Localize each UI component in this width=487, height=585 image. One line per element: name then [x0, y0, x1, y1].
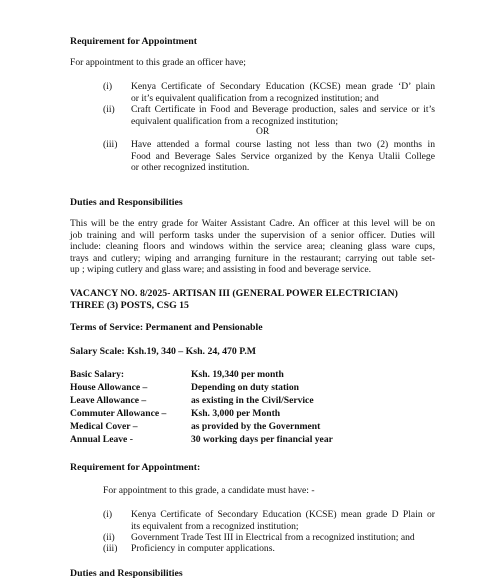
benefit-value: Ksh. 3,000 per Month — [191, 408, 281, 419]
list-item-line: or it’s equivalent qualification from a recognized institution; and — [131, 92, 379, 104]
list-number: (i) — [103, 81, 113, 92]
list-number: (ii) — [103, 532, 115, 543]
list-item: Government Trade Test III in Electrical from a recognized institution; and — [131, 532, 415, 543]
paragraph-line: trays and cutlery; wiping and arranging furniture in the restaurant; carrying out table set- — [70, 252, 435, 264]
list-item-line: or other recognized institution. — [131, 162, 250, 174]
duties-paragraph — [70, 218, 435, 276]
list-number: (ii) — [103, 104, 115, 115]
list-item: Proficiency in computer applications. — [131, 543, 275, 554]
benefit-value: Depending on duty station — [191, 382, 299, 393]
list-number: (iii) — [103, 543, 118, 554]
list-item — [131, 139, 435, 174]
benefit-label: Annual Leave - — [70, 434, 133, 445]
list-item-line: equivalent qualification from a recognized institution; — [131, 115, 339, 127]
list-item-line: its equivalent from a recognized institution; — [131, 520, 299, 532]
vacancy-posts: THREE (3) POSTS, CSG 15 — [70, 300, 189, 311]
paragraph-line: This will be the entry grade for Waiter Assistant Cadre. An officer at this level will be on — [70, 218, 435, 229]
list-number: (i) — [103, 509, 113, 520]
benefit-label: Medical Cover – — [70, 421, 138, 432]
paragraph-line: include: cleaning floors and windows within the service area; cleaning glass ware cups, — [70, 241, 435, 253]
list-item-line: Food and Beverage Sales Service organized by the Kenya Utalii College — [131, 150, 435, 162]
list-item-line: Have attended a formal course lasting not less than two (2) months in — [131, 139, 435, 150]
list-item — [131, 81, 435, 104]
list-item-line: Kenya Certificate of Secondary Education (KCSE) mean grade D Plain or — [131, 509, 435, 520]
vacancy-title: VACANCY NO. 8/2025- ARTISAN III (GENERAL POWER ELECTRICIAN) — [70, 288, 398, 299]
benefit-label: Basic Salary: — [70, 369, 125, 380]
benefit-label: Commuter Allowance – — [70, 408, 167, 419]
benefit-value: 30 working days per financial year — [191, 434, 333, 445]
list-item — [131, 509, 435, 532]
list-number: (iii) — [103, 139, 118, 150]
list-item — [131, 104, 435, 127]
benefit-value: Ksh. 19,340 per month — [191, 369, 284, 380]
section-heading: Duties and Responsibilities — [70, 197, 183, 208]
benefit-label: House Allowance – — [70, 382, 148, 393]
terms-of-service: Terms of Service: Permanent and Pensionable — [70, 322, 263, 333]
or-separator: OR — [256, 126, 270, 137]
intro-text: For appointment to this grade, a candidate must have: - — [103, 485, 315, 496]
section-heading: Duties and Responsibilities — [70, 568, 183, 579]
paragraph-line: job training and will perform tasks under the supervision of a senior officer. Duties will — [70, 229, 435, 241]
benefit-label: Leave Allowance – — [70, 395, 147, 406]
salary-scale: Salary Scale: Ksh.19, 340 – Ksh. 24, 470 P.M — [70, 346, 257, 357]
benefit-value: as existing in the Civil/Service — [191, 395, 314, 406]
intro-text: For appointment to this grade an officer have; — [70, 57, 246, 68]
list-item-line: Kenya Certificate of Secondary Education (KCSE) mean grade ‘D’ plain — [131, 81, 435, 92]
benefit-value: as provided by the Government — [191, 421, 321, 432]
section-heading: Requirement for Appointment — [70, 36, 197, 47]
paragraph-line: up ; wiping cutlery and glass ware; and assisting in food and beverage service. — [70, 264, 372, 276]
list-item-line: Craft Certificate in Food and Beverage production, sales and service or it’s — [131, 104, 435, 115]
section-heading: Requirement for Appointment: — [70, 462, 201, 473]
